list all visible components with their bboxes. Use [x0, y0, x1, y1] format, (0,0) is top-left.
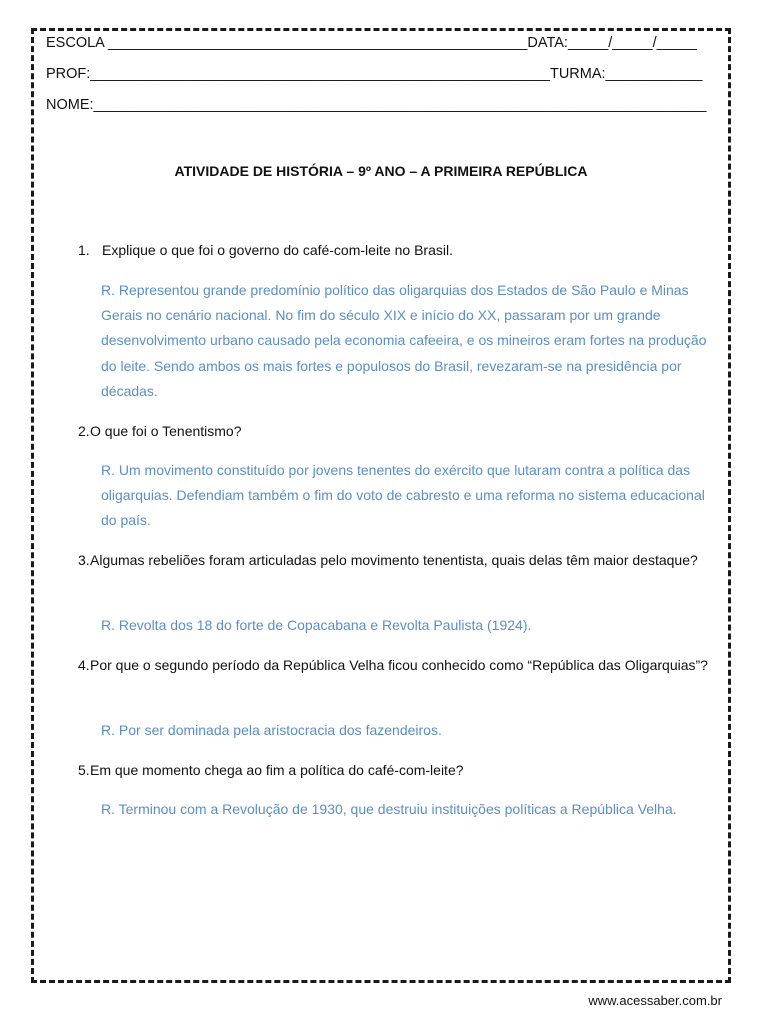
question-number: 5. — [78, 762, 90, 778]
question-number: 4. — [78, 657, 90, 673]
question-5 — [78, 758, 718, 783]
question-text: Explique o que foi o governo do café-com-leite no Brasil. — [102, 242, 453, 258]
question-4 — [78, 653, 718, 678]
question-3 — [78, 548, 718, 573]
question-number: 3. — [78, 552, 90, 568]
question-text: O que foi o Tenentismo? — [90, 423, 242, 439]
answer-3: R. Revolta dos 18 do forte de Copacabana e Revolta Paulista (1924). — [101, 617, 532, 633]
student-name-line: NOME:____________________________________________________________________________ — [46, 97, 707, 113]
answer-2: R. Um movimento constituído por jovens tenentes do exército que lutaram contra a política das oligarquias. Defendiam também o fim do voto de cabresto e uma reforma no sistema educacional do país. — [101, 462, 705, 529]
website-footer: www.acessaber.com.br — [588, 993, 722, 1008]
question-number: 2. — [78, 423, 90, 439]
answer-1: R. Representou grande predomínio político das oligarquias dos Estados de São Paulo e Minas Gerais no cenário nacional. No fim do século XIX e início do XX, passaram por um grande desenvolvimento urbano causado pela economia cafeeira, e os mineiros eram fortes na produção do leite. Sendo ambos os mais fortes e populosos do Brasil, revezaram-se na presidência por décadas. — [101, 282, 707, 399]
question-number: 1. — [78, 242, 90, 258]
page-title: ATIVIDADE DE HISTÓRIA – 9º ANO – A PRIMEIRA REPÚBLICA — [174, 163, 588, 179]
question-2 — [78, 419, 718, 444]
answer-5: R. Terminou com a Revolução de 1930, que destruiu instituições políticas a República Velha. — [101, 801, 677, 817]
answer-4: R. Por ser dominada pela aristocracia dos fazendeiros. — [101, 722, 442, 738]
question-text: Em que momento chega ao fim a política do café-com-leite? — [90, 762, 464, 778]
question-text: Algumas rebeliões foram articuladas pelo movimento tenentista, quais delas têm maior destaque? — [90, 552, 698, 568]
question-1 — [78, 238, 718, 263]
school-date-line: ESCOLA ____________________________________________________DATA:_____/_____/_____ — [46, 35, 697, 51]
teacher-class-line: PROF:_________________________________________________________TURMA:____________ — [46, 66, 703, 82]
question-text: Por que o segundo período da República Velha ficou conhecido como “República das Oligarquias”? — [90, 657, 708, 673]
